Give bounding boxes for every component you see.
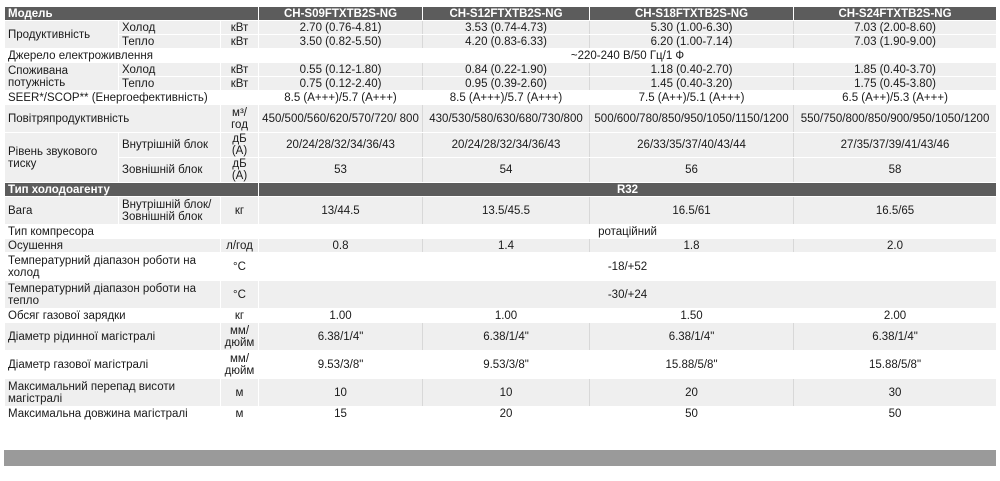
unit-label: м³/год [221, 105, 259, 133]
cell-value: -18/+52 [259, 253, 997, 281]
cell-value: 0.55 (0.12-1.80) [259, 63, 423, 77]
unit-label: кг [221, 309, 259, 323]
cell-value: 1.85 (0.40-3.70) [794, 63, 997, 77]
table-row [5, 351, 997, 379]
cell-value: 15.88/5/8" [794, 351, 997, 379]
unit-label: л/год [221, 239, 259, 253]
cell-value: 1.18 (0.40-2.70) [590, 63, 794, 77]
unit-label: дБ (А) [221, 133, 259, 158]
row-label: Джерело електроживлення [5, 49, 259, 63]
row-label: Рівень звукового тиску [5, 133, 119, 183]
table-row [5, 281, 997, 309]
row-label: Максимальний перепад висоти магістралі [5, 379, 221, 407]
model-name: CH-S24FTXTB2S-NG [794, 7, 997, 21]
cell-value: 1.75 (0.45-3.80) [794, 77, 997, 91]
row-sublabel: Холод [119, 21, 221, 35]
unit-label: кВт [221, 35, 259, 49]
cell-value: 13/44.5 [259, 197, 423, 225]
cell-value: 8.5 (A+++)/5.7 (A+++) [423, 91, 590, 105]
cell-value: 20/24/28/32/34/36/43 [423, 133, 590, 158]
footer-bar [4, 450, 996, 466]
cell-value: -30/+24 [259, 281, 997, 309]
cell-value: 6.5 (A++)/5.3 (A+++) [794, 91, 997, 105]
cell-value: 2.00 [794, 309, 997, 323]
table-row [5, 133, 997, 158]
row-sublabel: Внутрішній блок/ Зовнішній блок [119, 197, 221, 225]
table-row [5, 49, 997, 63]
cell-value: 7.03 (1.90-9.00) [794, 35, 997, 49]
cell-value: 10 [259, 379, 423, 407]
cell-value: 1.45 (0.40-3.20) [590, 77, 794, 91]
cell-value: 5.30 (1.00-6.30) [590, 21, 794, 35]
section-band [5, 183, 997, 197]
table-row [5, 21, 997, 35]
cell-value: 6.38/1/4" [794, 323, 997, 351]
unit-label: °С [221, 281, 259, 309]
row-label: Споживана потужність [5, 63, 119, 91]
cell-value: 58 [794, 158, 997, 183]
unit-label: м [221, 407, 259, 421]
cell-value: 3.50 (0.82-5.50) [259, 35, 423, 49]
unit-label: м [221, 379, 259, 407]
unit-label: кВт [221, 77, 259, 91]
cell-value: R32 [259, 183, 997, 197]
cell-value: 6.38/1/4" [259, 323, 423, 351]
cell-value: 15.88/5/8" [590, 351, 794, 379]
cell-value: 26/33/35/37/40/43/44 [590, 133, 794, 158]
table-row [5, 197, 997, 225]
row-sublabel: Холод [119, 63, 221, 77]
cell-value: 7.5 (A++)/5.1 (A+++) [590, 91, 794, 105]
table-row [5, 91, 997, 105]
cell-value: 20/24/28/32/34/36/43 [259, 133, 423, 158]
cell-value: 500/600/780/850/950/1050/1150/1200 [590, 105, 794, 133]
cell-value: 50 [794, 407, 997, 421]
cell-value: 2.70 (0.76-4.81) [259, 21, 423, 35]
unit-label: кВт [221, 21, 259, 35]
row-sublabel: Зовнішній блок [119, 158, 221, 183]
table-row [5, 323, 997, 351]
cell-value: 1.8 [590, 239, 794, 253]
table-row [5, 158, 997, 183]
cell-value: 54 [423, 158, 590, 183]
row-label: Максимальна довжина магістралі [5, 407, 221, 421]
cell-value: 6.38/1/4" [423, 323, 590, 351]
cell-value: 9.53/3/8" [259, 351, 423, 379]
table-row [5, 105, 997, 133]
cell-value: 10 [423, 379, 590, 407]
unit-label: °С [221, 253, 259, 281]
cell-value: 15 [259, 407, 423, 421]
cell-value: 16.5/65 [794, 197, 997, 225]
header-row [5, 7, 997, 21]
cell-value: 1.00 [259, 309, 423, 323]
unit-label: мм/ дюйм [221, 351, 259, 379]
cell-value: 7.03 (2.00-8.60) [794, 21, 997, 35]
table-row [5, 379, 997, 407]
model-name: CH-S09FTXTB2S-NG [259, 7, 423, 21]
cell-value: 53 [259, 158, 423, 183]
cell-value: 30 [794, 379, 997, 407]
row-label: Вага [5, 197, 119, 225]
row-sublabel: Тепло [119, 77, 221, 91]
cell-value: 13.5/45.5 [423, 197, 590, 225]
cell-value: 550/750/800/850/900/950/1050/1200 [794, 105, 997, 133]
cell-value: 9.53/3/8" [423, 351, 590, 379]
table-row [5, 239, 997, 253]
table-row [5, 63, 997, 77]
table-row [5, 253, 997, 281]
row-label: Продуктивність [5, 21, 119, 49]
row-label: Температурний діапазон роботи на холод [5, 253, 221, 281]
cell-value: 0.84 (0.22-1.90) [423, 63, 590, 77]
cell-value: 1.50 [590, 309, 794, 323]
cell-value: 16.5/61 [590, 197, 794, 225]
unit-label: дБ (А) [221, 158, 259, 183]
cell-value: 6.20 (1.00-7.14) [590, 35, 794, 49]
cell-value: 0.95 (0.39-2.60) [423, 77, 590, 91]
row-sublabel: Внутрішній блок [119, 133, 221, 158]
cell-value: 430/530/580/630/680/730/800 [423, 105, 590, 133]
row-label: Повітряпродуктивність [5, 105, 221, 133]
cell-value: 6.38/1/4" [590, 323, 794, 351]
cell-value: 450/500/560/620/570/720/ 800 [259, 105, 423, 133]
cell-value: 0.75 (0.12-2.40) [259, 77, 423, 91]
cell-value: 56 [590, 158, 794, 183]
cell-value: 50 [590, 407, 794, 421]
cell-value: ротаційний [259, 225, 997, 239]
table-row [5, 225, 997, 239]
row-label: Діаметр рідинної магістралі [5, 323, 221, 351]
unit-label: кг [221, 197, 259, 225]
row-sublabel: Тепло [119, 35, 221, 49]
cell-value: 8.5 (A+++)/5.7 (A+++) [259, 91, 423, 105]
cell-value: 20 [590, 379, 794, 407]
row-label: Осушення [5, 239, 221, 253]
row-label: Тип компресора [5, 225, 259, 239]
table-row [5, 407, 997, 421]
row-label: Тип холодоагенту [5, 183, 259, 197]
cell-value: 0.8 [259, 239, 423, 253]
row-label: Температурний діапазон роботи на тепло [5, 281, 221, 309]
cell-value: ~220-240 В/50 Гц/1 Ф [259, 49, 997, 63]
model-name: CH-S12FTXTB2S-NG [423, 7, 590, 21]
model-name: CH-S18FTXTB2S-NG [590, 7, 794, 21]
table-row [5, 309, 997, 323]
cell-value: 1.00 [423, 309, 590, 323]
row-label: Діаметр газової магістралі [5, 351, 221, 379]
cell-value: 3.53 (0.74-4.73) [423, 21, 590, 35]
cell-value: 4.20 (0.83-6.33) [423, 35, 590, 49]
table-row [5, 35, 997, 49]
row-label: SEER*/SCOP** (Енергоефективність) [5, 91, 259, 105]
cell-value: 1.4 [423, 239, 590, 253]
table-row [5, 77, 997, 91]
cell-value: 2.0 [794, 239, 997, 253]
unit-label: мм/ дюйм [221, 323, 259, 351]
header-label: Модель [5, 7, 259, 21]
cell-value: 27/35/37/39/41/43/46 [794, 133, 997, 158]
row-label: Обсяг газової зарядки [5, 309, 221, 323]
spec-table [4, 6, 997, 421]
unit-label: кВт [221, 63, 259, 77]
cell-value: 20 [423, 407, 590, 421]
